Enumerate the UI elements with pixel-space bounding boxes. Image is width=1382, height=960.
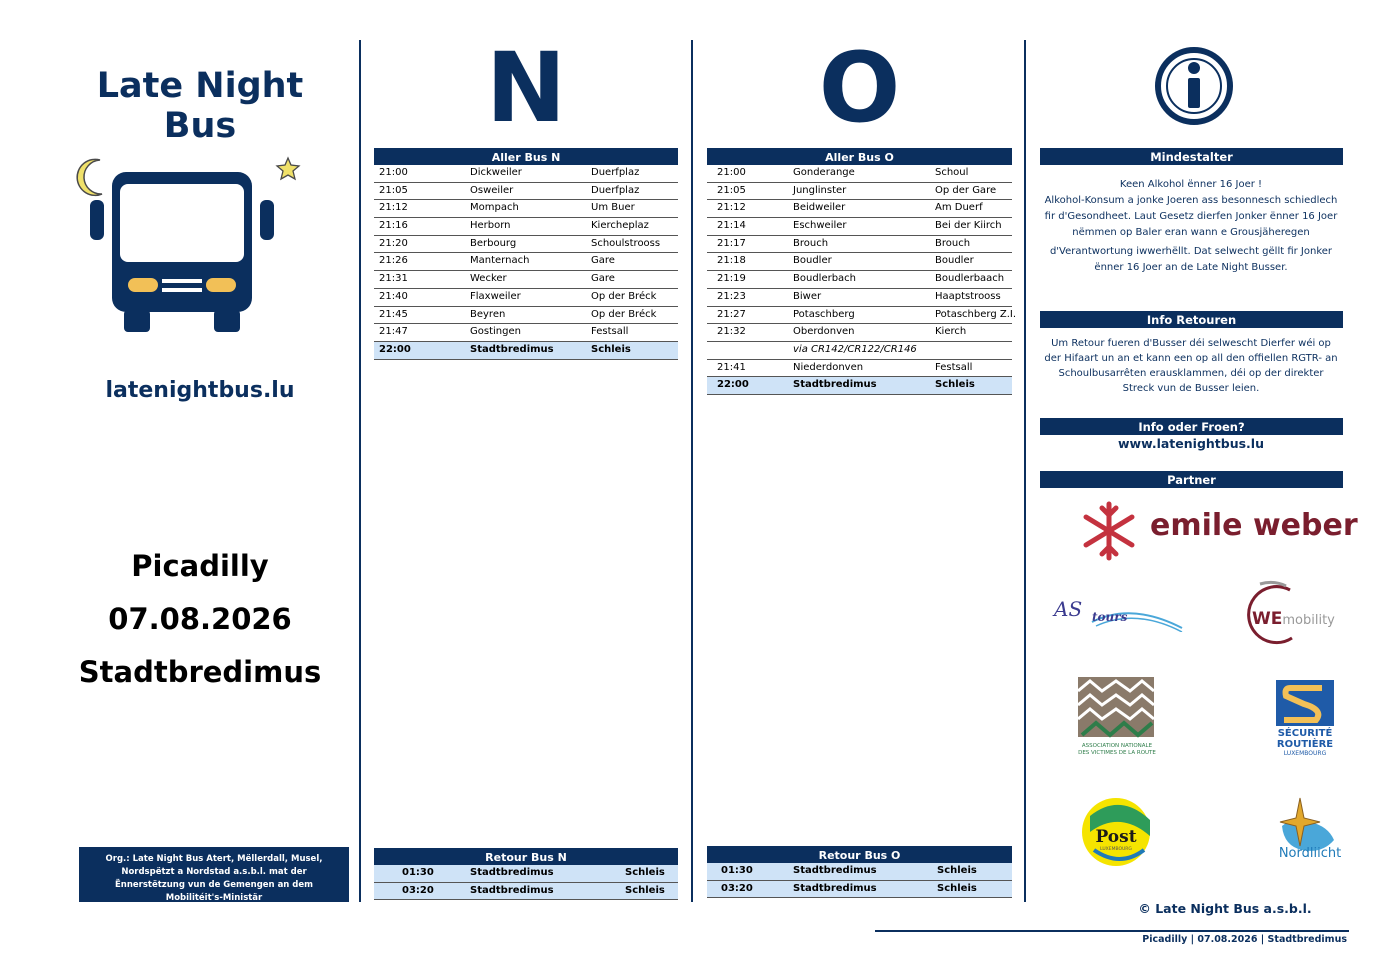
- table-body: [374, 165, 678, 360]
- app-title: Late Night Bus: [96, 66, 304, 146]
- timetable-outbound-n: [374, 148, 678, 360]
- copyright: © Late Night Bus a.s.b.l.: [1138, 901, 1312, 916]
- anvr-line: ASSOCIATION NATIONALE: [1081, 743, 1153, 749]
- row-stop: Boudler: [935, 255, 974, 267]
- text-line: Keen Alkohol ënner 16 Joer !: [1119, 179, 1263, 190]
- text-line: Um Retour fueren d'Busser déi selwescht Dierfer wéi op: [1051, 338, 1331, 349]
- securite-text: [1270, 728, 1340, 758]
- moon-icon: [77, 159, 102, 195]
- row-stop: Op der Bréck: [591, 290, 657, 302]
- text-line: Alkohol-Konsum a jonke Joeren ass besonnesch schiedlech: [1044, 195, 1338, 206]
- row-stop: Boudlerbaach: [935, 273, 1005, 285]
- row-time: 21:19: [717, 273, 746, 285]
- table-body: [707, 863, 1012, 898]
- row-stop: Brouch: [935, 237, 971, 249]
- post-logo: [1080, 796, 1152, 868]
- returns-text: [1036, 336, 1346, 396]
- min-age-text: [1036, 177, 1346, 276]
- we-mobility-logo: [1240, 580, 1344, 648]
- table-row: [374, 289, 678, 307]
- bus-illustration: [62, 150, 302, 340]
- row-stop: Schleis: [625, 867, 665, 878]
- row-time: 21:32: [717, 326, 746, 338]
- post-subtext: LUXEMBOURG: [1100, 847, 1132, 852]
- event-name: Picadilly: [131, 549, 269, 583]
- row-place: Flaxweiler: [470, 290, 521, 302]
- text-line: fir d'Gesondheet. Laut Gesetz dierfen Jonker ënner 16 Joer: [1044, 211, 1338, 222]
- table-row: [374, 342, 678, 360]
- route-letter-o: O: [818, 32, 901, 144]
- row-time: 21:23: [717, 290, 746, 302]
- row-stop: Schleis: [937, 865, 977, 876]
- info-icon: [1152, 44, 1236, 128]
- row-stop: Festsall: [935, 361, 973, 373]
- table-body: [374, 865, 678, 900]
- row-place: Berbourg: [470, 237, 517, 249]
- section-title-min-age: Mindestalter: [1040, 148, 1343, 165]
- row-time: 21:40: [379, 290, 408, 302]
- as-tours-text: tours: [1092, 610, 1128, 624]
- table-row: [707, 200, 1012, 218]
- text-line: ënner 16 Joer an de Late Night Busser.: [1094, 262, 1288, 273]
- row-stop: Am Duerf: [935, 202, 983, 214]
- table-row: [707, 253, 1012, 271]
- row-stop: Schleis: [935, 379, 975, 391]
- we-mobility-text: [1252, 609, 1335, 629]
- table-row: [374, 324, 678, 342]
- footer-divider: [875, 930, 1349, 932]
- event-place: Stadtbredimus: [78, 655, 322, 689]
- questions-link[interactable]: www.latenightbus.lu: [1118, 436, 1264, 451]
- row-place: Brouch: [793, 237, 829, 249]
- timetable-return-n: [374, 848, 678, 900]
- securite-line: SÉCURITÉ: [1277, 728, 1333, 739]
- row-time: 21:12: [379, 202, 408, 214]
- table-row: [374, 165, 678, 183]
- table-row: [707, 881, 1012, 899]
- table-row: [374, 236, 678, 254]
- row-stop: Schleis: [591, 343, 631, 355]
- row-stop: Kierch: [935, 326, 967, 338]
- text-line: nëmmen op Baler eran wann e Grousjäheregen: [1072, 227, 1310, 238]
- table-body: [707, 165, 1017, 395]
- row-place: via CR142/CR122/CR146: [793, 343, 917, 355]
- text-line: d'Verantwortung iwwerhëllt. Dat selwecht gëllt fir Jonker: [1049, 246, 1333, 257]
- anvr-logo: [1078, 677, 1156, 761]
- table-row: [707, 863, 1012, 881]
- table-row: [707, 218, 1012, 236]
- row-place: Osweiler: [470, 184, 514, 196]
- row-time: 21:47: [379, 326, 408, 338]
- row-time: 21:26: [379, 255, 408, 267]
- table-row: [374, 271, 678, 289]
- star-icon: [277, 158, 299, 179]
- table-title: Retour Bus O: [707, 846, 1012, 863]
- row-time: 21:17: [717, 237, 746, 249]
- divider: [1024, 40, 1026, 902]
- table-row: [707, 342, 1012, 360]
- row-place: Beidweiler: [793, 202, 846, 214]
- event-info: [60, 540, 340, 699]
- organizer-note: Org.: Late Night Bus Atert, Mëllerdall, Musel, Nordspëtzt a Nordstad a.s.b.l. mat der Ënnerstëtzung vun de Gemengen an dem Mobilitéit's-Ministär: [79, 847, 349, 902]
- row-time: 21:18: [717, 255, 746, 267]
- nordliicht-text: Nordliicht: [1278, 846, 1342, 861]
- row-time: 22:00: [717, 379, 749, 391]
- row-time: 21:16: [379, 220, 408, 232]
- table-row: [374, 865, 678, 883]
- row-time: 21:12: [717, 202, 746, 214]
- row-stop: Gare: [591, 273, 615, 285]
- row-time: 21:00: [717, 167, 746, 178]
- table-row: [374, 883, 678, 901]
- row-place: Stadtbredimus: [793, 865, 877, 876]
- row-place: Potaschberg: [793, 308, 855, 320]
- row-stop: Duerfplaz: [591, 167, 640, 178]
- row-time: 21:00: [379, 167, 408, 178]
- divider: [359, 40, 361, 902]
- row-place: Gostingen: [470, 326, 521, 338]
- table-row: [374, 253, 678, 271]
- row-stop: Duerfplaz: [591, 184, 640, 196]
- table-title: Retour Bus N: [374, 848, 678, 865]
- event-date: 07.08.2026: [108, 602, 292, 636]
- table-row: [374, 307, 678, 325]
- snowflake-icon: [1078, 500, 1140, 562]
- row-place: Stadtbredimus: [470, 884, 554, 896]
- row-place: Stadtbredimus: [470, 343, 554, 355]
- row-place: Biwer: [793, 290, 822, 302]
- row-stop: Bei der Kiirch: [935, 220, 1002, 232]
- row-time: 21:14: [717, 220, 746, 232]
- row-stop: Schoulstrooss: [591, 237, 661, 249]
- table-row: [707, 289, 1012, 307]
- table-row: [374, 183, 678, 201]
- row-place: Herborn: [470, 220, 511, 232]
- row-place: Junglinster: [793, 184, 847, 196]
- row-place: Niederdonven: [793, 361, 864, 373]
- table-row: [707, 165, 1012, 183]
- row-place: Gonderange: [793, 167, 855, 178]
- row-place: Dickweiler: [470, 167, 522, 178]
- emile-weber-text: emile weber: [1150, 508, 1358, 543]
- table-row: [707, 183, 1012, 201]
- section-title-partner: Partner: [1040, 471, 1343, 488]
- row-time: 21:05: [717, 184, 746, 196]
- mobility-text: mobility: [1282, 613, 1335, 628]
- row-time: 21:31: [379, 273, 408, 285]
- row-time: 03:20: [402, 884, 434, 896]
- table-row: [707, 360, 1012, 378]
- timetable-return-o: [707, 846, 1012, 898]
- table-row: [707, 307, 1017, 325]
- row-stop: Op der Gare: [935, 184, 997, 196]
- nordliicht-logo: [1270, 796, 1350, 872]
- table-title: Aller Bus O: [707, 148, 1012, 165]
- table-row: [707, 324, 1012, 342]
- securite-line: LUXEMBOURG: [1283, 750, 1327, 757]
- row-time: 21:41: [717, 361, 746, 373]
- row-time: 21:27: [717, 308, 746, 320]
- divider: [691, 40, 693, 902]
- table-row: [707, 271, 1012, 289]
- row-time: 03:20: [721, 882, 753, 894]
- route-letter-n: N: [485, 32, 567, 144]
- section-title-returns: Info Retouren: [1040, 311, 1343, 328]
- row-stop: Kiercheplaz: [591, 220, 649, 232]
- row-place: Boudler: [793, 255, 832, 267]
- anvr-text: [1074, 743, 1160, 757]
- row-time: 21:05: [379, 184, 408, 196]
- text-line: Streck vun de Busser leien.: [1122, 383, 1260, 394]
- table-title: Aller Bus N: [374, 148, 678, 165]
- as-tours-logo: [1052, 592, 1184, 632]
- we-text: WE: [1252, 609, 1283, 629]
- row-place: Stadtbredimus: [470, 867, 554, 878]
- row-place: Manternach: [470, 255, 530, 267]
- emile-weber-logo: [1078, 500, 1358, 562]
- table-row: [374, 218, 678, 236]
- row-time: 21:45: [379, 308, 408, 320]
- row-stop: Gare: [591, 255, 615, 267]
- row-place: Mompach: [470, 202, 519, 214]
- row-stop: Schleis: [937, 882, 977, 894]
- website-link[interactable]: latenightbus.lu: [105, 378, 295, 403]
- row-place: Wecker: [470, 273, 507, 285]
- post-text: Post: [1095, 827, 1137, 847]
- text-line: Schoulbusarrêten erausklammen, déi op der direkter: [1058, 368, 1324, 379]
- row-stop: Op der Bréck: [591, 308, 657, 320]
- row-stop: Potaschberg Z.I.: [935, 308, 1017, 320]
- row-stop: Schleis: [625, 884, 665, 896]
- row-time: 01:30: [721, 865, 753, 876]
- table-row: [707, 236, 1012, 254]
- text-line: der Hifaart un an et kann een op all den offiellen RGTR- an: [1044, 353, 1338, 364]
- row-place: Oberdonven: [793, 326, 855, 338]
- row-place: Eschweiler: [793, 220, 847, 232]
- table-row: [707, 377, 1012, 395]
- row-stop: Um Buer: [591, 202, 635, 214]
- timetable-outbound-o: [707, 148, 1017, 395]
- anvr-line: DES VICTIMES DE LA ROUTE: [1078, 750, 1156, 756]
- row-place: Stadtbredimus: [793, 379, 877, 391]
- securite-line: ROUTIÈRE: [1276, 739, 1334, 750]
- table-row: [374, 200, 678, 218]
- row-place: Stadtbredimus: [793, 882, 877, 894]
- svg-text:AS: AS: [1054, 597, 1083, 621]
- row-stop: Haaptstrooss: [935, 290, 1001, 302]
- row-place: Boudlerbach: [793, 273, 857, 285]
- row-time: 22:00: [379, 343, 411, 355]
- row-place: Beyren: [470, 308, 506, 320]
- row-stop: Schoul: [935, 167, 969, 178]
- row-stop: Festsall: [591, 326, 629, 338]
- footer-text: Picadilly | 07.08.2026 | Stadtbredimus: [1142, 934, 1347, 945]
- section-title-questions: Info oder Froen?: [1040, 418, 1343, 435]
- securite-routiere-logo: [1270, 680, 1340, 762]
- row-time: 21:20: [379, 237, 408, 249]
- row-time: 01:30: [402, 867, 434, 878]
